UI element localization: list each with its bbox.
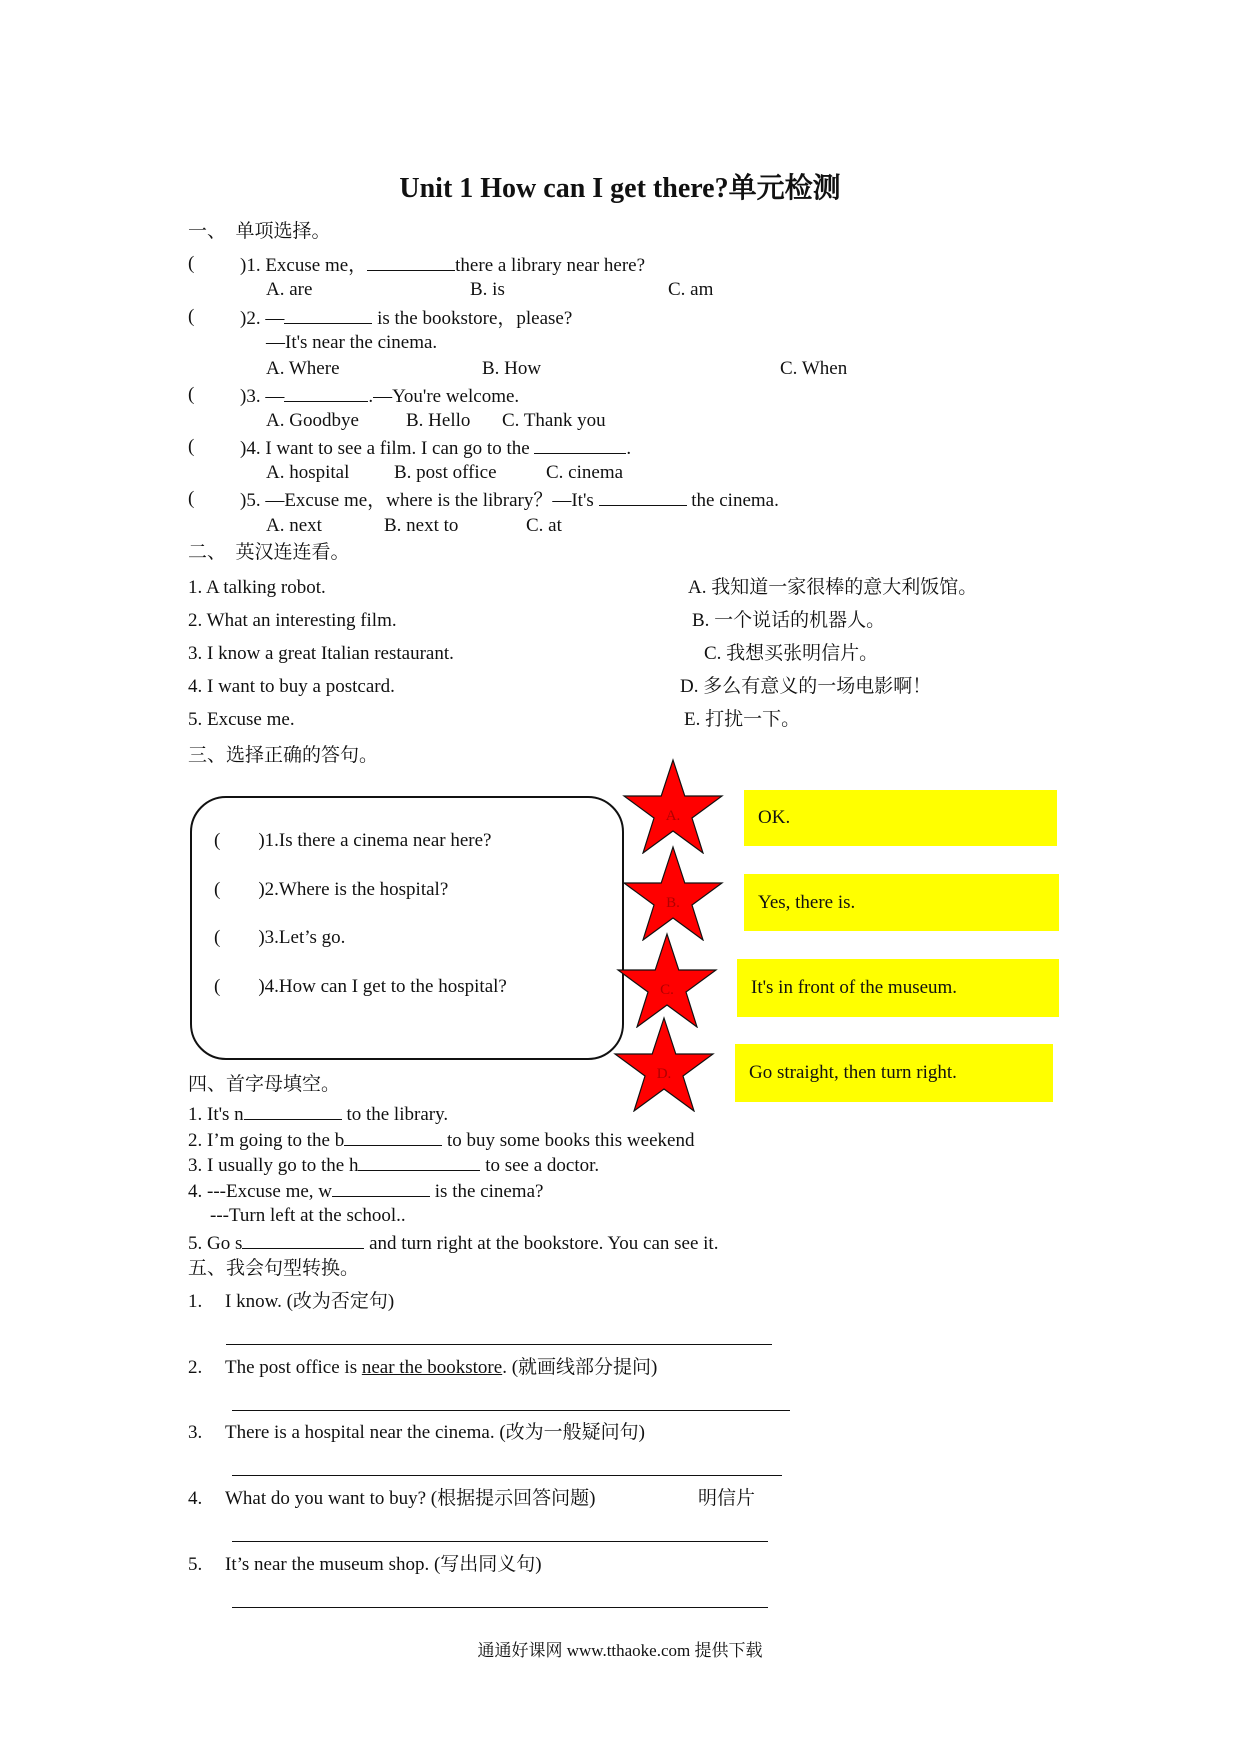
- transform-3-text: There is a hospital near the cinema. (改为一般疑问句): [225, 1422, 645, 1443]
- option-c: C. cinema: [546, 462, 624, 483]
- star-a-icon: [622, 758, 724, 854]
- transform-4-hint: 明信片: [698, 1488, 756, 1509]
- answer-blank[interactable]: [244, 1101, 342, 1120]
- fill-item-1: 1. It's n to the library.: [188, 1101, 448, 1127]
- match-right-item: C. 我想买张明信片。: [704, 643, 879, 664]
- option-a: A. Goodbye: [266, 410, 359, 431]
- answer-blank[interactable]: [599, 487, 687, 506]
- answer-blank[interactable]: [284, 305, 372, 324]
- option-b: B. How: [482, 358, 542, 379]
- star-a-label: A.: [665, 808, 681, 824]
- answer-line-1[interactable]: [226, 1344, 772, 1345]
- transform-1-text: I know. (改为否定句): [225, 1291, 395, 1312]
- question-5-line: )5. —Excuse me，where is the library？—It's the cinema.: [240, 487, 779, 513]
- question-1-paren: (: [188, 253, 195, 274]
- section-heading-1: 一、 单项选择。: [188, 221, 331, 242]
- answer-box-b: Yes, there is.: [744, 874, 1059, 931]
- answer-blank[interactable]: [332, 1178, 430, 1197]
- transform-5-text: It’s near the museum shop. (写出同义句): [225, 1554, 542, 1575]
- question-2-line-2: —It's near the cinema.: [266, 332, 438, 353]
- option-c: C. When: [780, 358, 848, 379]
- star-c-label: C.: [660, 982, 674, 998]
- section-heading-4: 四、首字母填空。: [188, 1074, 341, 1095]
- transform-3-number: 3.: [188, 1422, 203, 1443]
- fill-item-4-reply: ---Turn left at the school..: [210, 1205, 406, 1226]
- match-right-item: E. 打扰一下。: [684, 709, 801, 730]
- answer-box-c: It's in front of the museum.: [737, 959, 1059, 1017]
- option-b: B. next to: [384, 515, 459, 536]
- answer-question-4: ( )4.How can I get to the hospital?: [214, 976, 507, 997]
- answer-blank[interactable]: [344, 1127, 442, 1146]
- answer-box-d: Go straight, then turn right.: [735, 1044, 1053, 1102]
- match-right-item: B. 一个说话的机器人。: [692, 610, 886, 631]
- star-b-label: B.: [666, 895, 680, 911]
- answer-box-a: OK.: [744, 790, 1057, 846]
- answer-question-1: ( )1.Is there a cinema near here?: [214, 830, 492, 851]
- match-right-item: A. 我知道一家很棒的意大利饭馆。: [688, 577, 978, 598]
- question-5-paren: (: [188, 488, 195, 509]
- fill-item-5: 5. Go s and turn right at the bookstore. You can see it.: [188, 1230, 718, 1256]
- footer-credit: 通通好课网 www.tthaoke.com 提供下载: [477, 1641, 763, 1660]
- section-heading-5: 五、我会句型转换。: [188, 1258, 360, 1279]
- answer-blank[interactable]: [534, 435, 626, 454]
- question-2-paren: (: [188, 306, 195, 327]
- question-4-paren: (: [188, 436, 195, 457]
- answer-line-2[interactable]: [232, 1410, 790, 1411]
- transform-2-text: The post office is near the bookstore. (就画线部分提问): [225, 1357, 658, 1378]
- match-left-item: 4. I want to buy a postcard.: [188, 676, 395, 697]
- option-a: A. next: [266, 515, 322, 536]
- transform-4-number: 4.: [188, 1488, 203, 1509]
- option-a: A. are: [266, 279, 313, 300]
- option-b: B. is: [470, 279, 505, 300]
- section-heading-3: 三、选择正确的答句。: [188, 745, 379, 766]
- answer-line-5[interactable]: [232, 1607, 768, 1608]
- underlined-phrase: near the bookstore: [361, 1357, 503, 1378]
- match-left-item: 1. A talking robot.: [188, 577, 326, 598]
- star-d-label: D.: [656, 1066, 672, 1082]
- question-3-line: )3. — .—You're welcome.: [240, 383, 519, 409]
- fill-item-2: 2. I’m going to the b to buy some books this weekend: [188, 1127, 694, 1153]
- star-d-icon: [613, 1016, 715, 1112]
- option-c: C. am: [668, 279, 714, 300]
- transform-2-number: 2.: [188, 1357, 203, 1378]
- match-left-item: 5. Excuse me.: [188, 709, 295, 730]
- fill-item-3: 3. I usually go to the h to see a doctor.: [188, 1152, 599, 1178]
- answer-question-2: ( )2.Where is the hospital?: [214, 879, 449, 900]
- transform-4-text: What do you want to buy? (根据提示回答问题): [225, 1488, 596, 1509]
- answer-blank[interactable]: [358, 1152, 480, 1171]
- match-right-item: D. 多么有意义的一场电影啊！: [680, 676, 932, 697]
- option-c: C. at: [526, 515, 562, 536]
- answer-blank[interactable]: [242, 1230, 364, 1249]
- page-title: Unit 1 How can I get there?单元检测: [399, 173, 841, 204]
- answer-line-3[interactable]: [232, 1475, 782, 1476]
- answer-line-4[interactable]: [232, 1541, 768, 1542]
- match-left-item: 2. What an interesting film.: [188, 610, 397, 631]
- question-3-paren: (: [188, 384, 195, 405]
- question-1-line: )1. Excuse me， there a library near here?: [240, 252, 645, 278]
- section-heading-2: 二、 英汉连连看。: [188, 542, 350, 563]
- fill-item-4: 4. ---Excuse me, w is the cinema?: [188, 1178, 543, 1204]
- question-2-line: )2. — is the bookstore，please?: [240, 305, 572, 331]
- option-b: B. post office: [394, 462, 497, 483]
- transform-5-number: 5.: [188, 1554, 203, 1575]
- transform-1-number: 1.: [188, 1291, 203, 1312]
- answer-question-3: ( )3.Let’s go.: [214, 927, 346, 948]
- match-left-item: 3. I know a great Italian restaurant.: [188, 643, 454, 664]
- question-4-line: )4. I want to see a film. I can go to the .: [240, 435, 631, 461]
- star-b-icon: [622, 845, 724, 941]
- option-b: B. Hello: [406, 410, 471, 431]
- answer-blank[interactable]: [367, 252, 455, 271]
- answer-blank[interactable]: [284, 383, 368, 402]
- option-a: A. hospital: [266, 462, 350, 483]
- option-a: A. Where: [266, 358, 340, 379]
- option-c: C. Thank you: [502, 410, 606, 431]
- star-c-icon: [616, 932, 718, 1028]
